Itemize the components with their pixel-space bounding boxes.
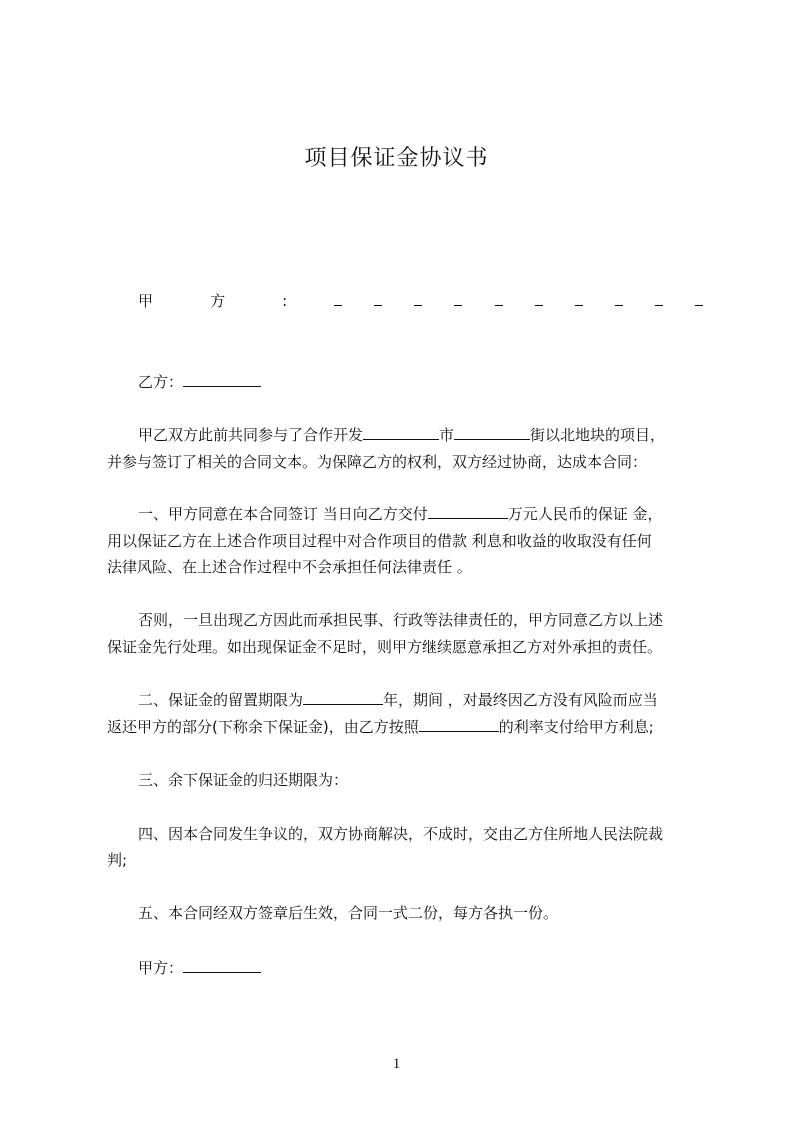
clause-1-line-3: 法律风险、在上述合作过程中不会承担任何法律责任 。 xyxy=(107,558,472,576)
fill-dash xyxy=(575,291,583,306)
intro-text-c: 街以北地块的项目， xyxy=(530,426,666,444)
clause-5: 五、本合同经双方签章后生效，合同一式二份，每方各执一份。 xyxy=(138,904,559,922)
clause-2-text-b: 年，期间 ，对最终因乙方没有风险而应当 xyxy=(383,691,658,709)
fill-dash xyxy=(454,291,462,306)
party-b-label: 乙方： xyxy=(138,373,184,391)
page-number: 1 xyxy=(392,1056,401,1072)
clause-2-line-1 xyxy=(138,690,658,710)
years-blank xyxy=(303,690,383,705)
party-a-sign-blank xyxy=(183,958,261,973)
fill-dash xyxy=(615,291,623,306)
party-a-char-1: 甲 xyxy=(138,292,154,310)
party-a-char-2: 方 xyxy=(210,292,226,310)
party-b-line xyxy=(138,372,261,392)
fill-dash xyxy=(655,291,663,306)
clause-1-text-a: 一、甲方同意在本合同签订 当日向乙方交付 xyxy=(138,505,428,523)
rate-blank xyxy=(419,717,499,732)
party-b-blank xyxy=(183,372,261,387)
clause-1-text-b: 万元人民币的保证 金， xyxy=(507,505,663,523)
clause-3: 三、余下保证金的归还期限为： xyxy=(138,771,349,789)
clause-2-text-d: 的利率支付给甲方利息; xyxy=(498,718,654,736)
party-a-colon: : xyxy=(282,292,288,310)
intro-text-a: 甲乙双方此前共同参与了合作开发 xyxy=(138,426,364,444)
clause-2-text-c: 返还甲方的部分(下称余下保证金)，由乙方按照 xyxy=(107,718,419,736)
fill-dash xyxy=(495,291,503,306)
document-title: 项目保证金协议书 xyxy=(304,146,489,171)
clause-4-line-1: 四、因本合同发生争议的，双方协商解决，不成时，交由乙方住所地人民法院裁 xyxy=(138,825,664,843)
fill-dash xyxy=(334,291,342,306)
fill-dash xyxy=(535,291,543,306)
intro-text-b: 市 xyxy=(439,426,455,444)
party-a-sign-line xyxy=(138,958,261,978)
intro-line-2: 并参与签订了相关的合同文本。为保障乙方的权利，双方经过协商，达成本合同： xyxy=(107,453,648,471)
fill-dash xyxy=(374,291,382,306)
otherwise-line-1: 否则，一旦出现乙方因此而承担民事、行政等法律责任的，甲方同意乙方以上述 xyxy=(138,611,664,629)
intro-line-1 xyxy=(138,425,665,445)
clause-1-line-2: 用以保证乙方在上述合作项目过程中对合作项目的借款 利息和收益的收取没有任何 xyxy=(107,532,652,550)
city-blank xyxy=(363,425,439,440)
clause-4-line-2: 判; xyxy=(107,851,128,869)
fill-dash xyxy=(695,291,703,306)
street-blank xyxy=(454,425,530,440)
clause-1-line-1 xyxy=(138,504,663,524)
amount-blank xyxy=(428,504,508,519)
party-a-header xyxy=(138,291,703,311)
clause-2-text-a: 二、保证金的留置期限为 xyxy=(138,691,304,709)
fill-dash xyxy=(414,291,422,306)
clause-2-line-2 xyxy=(107,717,654,737)
party-a-sign-label: 甲方： xyxy=(138,959,184,977)
otherwise-line-2: 保证金先行处理。如出现保证金不足时，则甲方继续愿意承担乙方对外承担的责任。 xyxy=(107,638,663,656)
